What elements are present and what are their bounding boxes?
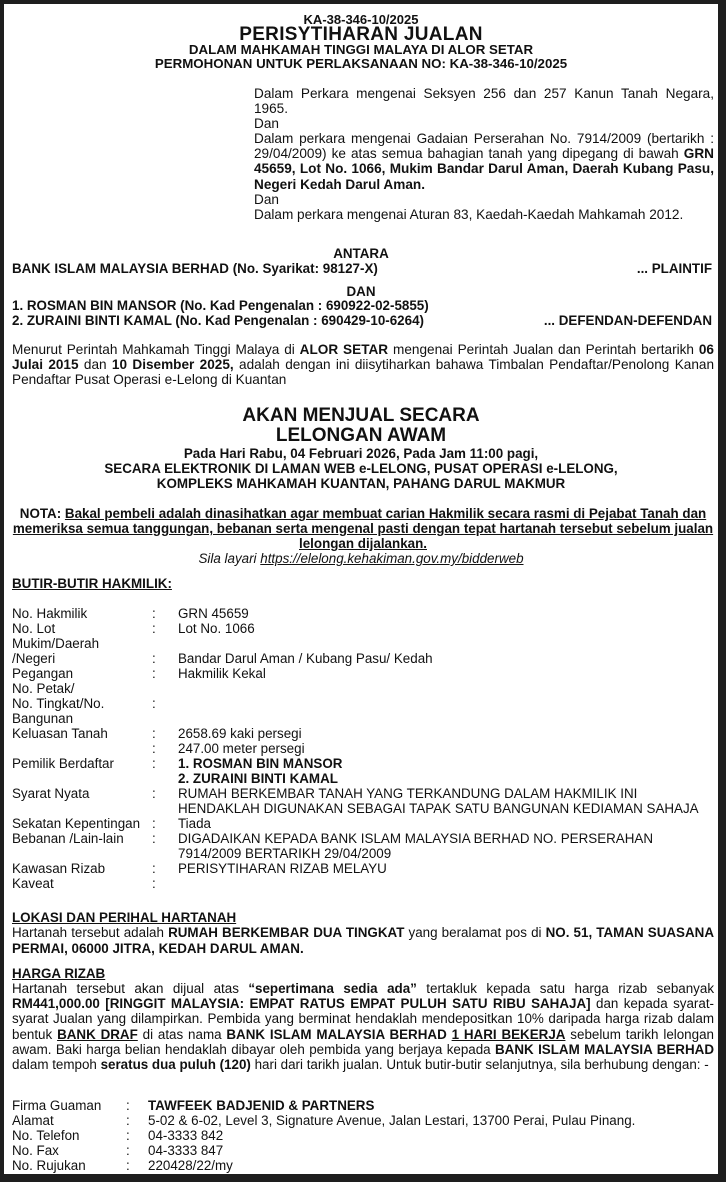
row-label: Kaveat — [12, 876, 54, 891]
row-label — [12, 771, 152, 786]
row-colon — [152, 771, 178, 786]
row-value — [178, 696, 718, 711]
rp-period: seratus dua puluh (120) — [100, 1057, 251, 1073]
location-text: Hartanah tersebut adalah — [12, 925, 169, 940]
row-colon: : — [152, 831, 156, 846]
defendant-1: 1. ROSMAN BIN MANSOR (No. Kad Pengenalan : 690922-02-5855) — [12, 298, 429, 313]
matters-block — [254, 86, 714, 222]
title-detail-row — [12, 606, 718, 621]
matter-2 — [254, 131, 714, 191]
application-number: PERMOHONAN UNTUK PERLAKSANAAN NO: KA-38-346-10/2025 — [154, 56, 568, 71]
matter-2-bold: GRN 45659, Lot No. 1066, Mukim Bandar Darul Aman, Daerah Kubang Pasu, Negeri Kedah Darul Aman. — [254, 146, 714, 192]
rp-text: tertakluk kepada satu harga rizab sebanyak — [416, 981, 715, 996]
row-colon: : — [126, 1158, 130, 1173]
contact-row — [12, 1143, 718, 1158]
row-value: Bandar Darul Aman / Kubang Pasu/ Kedah — [178, 651, 433, 666]
row-colon: : — [152, 696, 156, 711]
title-details-table — [12, 606, 718, 891]
title-detail-row — [12, 696, 718, 711]
row-label — [12, 846, 152, 861]
row-value: 1. ROSMAN BIN MANSOR — [178, 756, 343, 771]
title-detail-row — [12, 651, 718, 666]
rp-text: dan kepada syarat-syarat Jualan yang dilampirkan. Pembida yang berminat hendaklah mendepositkan 10% daripada harga rizab dalam bentuk — [12, 996, 714, 1042]
row-label: Mukim/Daerah — [12, 636, 100, 651]
order-text: adalah dengan ini diisytiharkan bahawa Timbalan Pendaftar/Penolong Kanan Pendaftar Pusat Operasi e-Lelong di Kuantan — [12, 357, 715, 387]
row-value: Tiada — [178, 816, 211, 831]
elelong-link[interactable]: https://elelong.kehakiman.gov.my/bidderweb — [260, 551, 524, 566]
title-detail-row — [12, 786, 718, 801]
matter-1: Dalam Perkara mengenai Seksyen 256 dan 257 Kanun Tanah Negara, 1965. — [254, 86, 714, 117]
row-colon: : — [152, 621, 156, 636]
row-value: 2. ZURAINI BINTI KAMAL — [178, 771, 338, 786]
contact-row — [12, 1113, 718, 1128]
row-colon: : — [126, 1098, 130, 1113]
row-colon: : — [152, 726, 156, 741]
row-value: PERISYTIHARAN RIZAB MELAYU — [178, 861, 387, 876]
matter-2-text: Dalam perkara mengenai Gadaian Perserahan No. 7914/2009 (bertarikh : 29/04/2009) ke atas semua bahagian tanah yang dipegang di bawah — [254, 131, 714, 162]
visit-prefix: Sila layari — [198, 551, 261, 566]
rp-text: hari dari tarikh jualan. Untuk butir-butir selanjutnya, sila berhubung dengan: - — [250, 1057, 709, 1073]
sale-venue-line-1: SECARA ELEKTRONIK DI LAMAN WEB e-LELONG, PUSAT OPERASI e-LELONG, — [104, 461, 618, 476]
row-value: HENDAKLAH DIGUNAKAN SEBAGAI TAPAK SATU BANGUNAN KEDIAMAN SAHAJA — [178, 801, 699, 816]
title-detail-row — [12, 876, 718, 891]
row-value: 5-02 & 6-02, Level 3, Signature Avenue, Jalan Lestari, 13700 Perai, Pulau Pinang. — [148, 1113, 636, 1128]
contact-row — [12, 1158, 718, 1173]
rp-bank-name: BANK ISLAM MALAYSIA BERHAD — [495, 1041, 714, 1057]
row-value: 2658.69 kaki persegi — [178, 726, 302, 741]
row-label: Bangunan — [12, 711, 74, 726]
row-colon: : — [152, 666, 156, 681]
court-order-paragraph — [12, 342, 714, 387]
row-value: TAWFEEK BADJENID & PARTNERS — [148, 1098, 375, 1113]
reserve-price-paragraph — [12, 981, 714, 1072]
row-label: No. Tingkat/No. — [12, 696, 105, 711]
sale-date: Pada Hari Rabu, 04 Februari 2026, Pada Jam 11:00 pagi, — [183, 446, 539, 461]
matter-and-2: Dan — [254, 191, 279, 207]
order-text: dan — [78, 357, 112, 372]
row-value: RUMAH BERKEMBAR TANAH YANG TERKANDUNG DALAM HAKMILIK INI — [178, 786, 638, 801]
contact-table — [12, 1098, 718, 1173]
rp-text: di atas nama — [137, 1026, 227, 1042]
title-detail-row — [12, 771, 718, 786]
row-label: No. Telefon — [12, 1128, 80, 1143]
defendant-2: 2. ZURAINI BINTI KAMAL (No. Kad Pengenalan : 690429-10-6264) — [12, 313, 424, 328]
order-bold: 06 Julai 2015 — [12, 342, 714, 372]
notice-title: PERISYTIHARAN JUALAN — [239, 24, 483, 45]
row-value: 247.00 meter persegi — [178, 741, 305, 756]
location-address: NO. 51, TAMAN SUASANA PERMAI, 06000 JITRA, KEDAH DARUL AMAN. — [12, 925, 715, 956]
and-label: DAN — [346, 284, 376, 299]
order-text: Menurut Perintah Mahkamah Tinggi Malaya di — [12, 342, 300, 357]
note-paragraph — [12, 506, 714, 551]
row-label: Pegangan — [12, 666, 74, 681]
row-colon: : — [126, 1143, 130, 1158]
row-colon: : — [126, 1128, 130, 1143]
order-text: mengenai Perintah Jualan dan Perintah bertarikh — [388, 342, 699, 357]
row-value: 220428/22/my — [148, 1158, 233, 1173]
title-detail-row — [12, 861, 718, 876]
rp-working-day: 1 HARI BEKERJA — [451, 1026, 566, 1042]
plaintiff-role: ... PLAINTIF — [636, 261, 712, 276]
location-heading: LOKASI DAN PERIHAL HARTANAH — [12, 910, 237, 925]
row-label: Bebanan /Lain-lain — [12, 831, 124, 846]
row-value: 04-3333 842 — [148, 1128, 224, 1143]
sale-heading-2: LELONGAN AWAM — [275, 425, 447, 446]
visit-line — [4, 551, 718, 566]
auction-notice — [4, 4, 718, 1174]
rp-bold: “sepertimana sedia ada” — [248, 981, 417, 996]
title-detail-row — [12, 846, 718, 861]
plaintiff-name: BANK ISLAM MALAYSIA BERHAD (No. Syarikat: 98127-X) — [12, 261, 378, 276]
row-label: No. Fax — [12, 1143, 59, 1158]
reserve-price-heading: HARGA RIZAB — [12, 966, 106, 981]
row-label: Syarat Nyata — [12, 786, 90, 801]
row-label: Sekatan Kepentingan — [12, 816, 141, 831]
location-text: yang beralamat pos di — [404, 925, 546, 940]
title-detail-row — [12, 831, 718, 846]
row-colon: : — [152, 876, 156, 891]
row-colon: : — [152, 741, 156, 756]
row-label: Alamat — [12, 1113, 54, 1128]
row-colon: : — [126, 1113, 130, 1128]
row-value — [178, 636, 718, 651]
note-text: Bakal pembeli adalah dinasihatkan agar membuat carian Hakmilik secara rasmi di Pejabat Tanah dan memeriksa semua tanggungan, bebanan serta mengenal pasti dengan tepat hartanah tersebut sebelum jualan lelongan dijalankan. — [12, 506, 714, 551]
defendant-2-row — [12, 313, 712, 328]
row-label — [12, 741, 152, 756]
row-colon: : — [152, 651, 156, 666]
rp-text: sebelum tarikh lelongan awam. Baki harga belian hendaklah dibayar oleh pembida yang berjaya kepada — [12, 1026, 714, 1057]
rp-text: dalam tempoh — [12, 1057, 101, 1073]
row-colon: : — [152, 786, 156, 801]
row-label: Firma Guaman — [12, 1098, 102, 1113]
row-value: Lot No. 1066 — [178, 621, 255, 636]
between-label: ANTARA — [333, 246, 389, 261]
row-value: 7914/2009 BERTARIKH 29/04/2009 — [178, 846, 392, 861]
contact-row — [12, 1128, 718, 1143]
row-label: No. Lot — [12, 621, 56, 636]
row-value: Hakmilik Kekal — [178, 666, 266, 681]
row-label: No. Rujukan — [12, 1158, 86, 1173]
rp-text: Hartanah tersebut akan dijual atas — [12, 981, 249, 996]
row-colon — [152, 636, 178, 651]
rp-bank-name: BANK ISLAM MALAYSIA BERHAD — [226, 1026, 447, 1042]
location-bold: RUMAH BERKEMBAR DUA TINGKAT — [168, 925, 405, 940]
title-detail-row — [12, 756, 718, 771]
row-label: No. Petak/ — [12, 681, 75, 696]
row-value — [178, 876, 718, 891]
row-colon — [152, 681, 178, 696]
location-paragraph — [12, 925, 714, 956]
court-name: DALAM MAHKAMAH TINGGI MALAYA DI ALOR SETAR — [188, 42, 534, 57]
order-bold: ALOR SETAR — [299, 342, 389, 357]
title-detail-row — [12, 621, 718, 636]
row-colon: : — [152, 861, 156, 876]
title-detail-row — [12, 666, 718, 681]
row-colon — [152, 846, 178, 861]
row-label: /Negeri — [12, 651, 56, 666]
title-detail-row — [12, 741, 718, 756]
plaintiff-row — [12, 261, 712, 276]
row-value — [178, 711, 718, 726]
row-value — [178, 681, 718, 696]
order-bold: 10 Disember 2025, — [111, 357, 234, 372]
matter-3: Dalam perkara mengenai Aturan 83, Kaedah-Kaedah Mahkamah 2012. — [254, 206, 684, 222]
note-label: NOTA: — [19, 506, 62, 521]
case-number: KA-38-346-10/2025 — [303, 12, 419, 27]
title-detail-row — [12, 726, 718, 741]
row-colon: : — [152, 606, 156, 621]
contact-row — [12, 1098, 718, 1113]
row-value: DIGADAIKAN KEPADA BANK ISLAM MALAYSIA BERHAD NO. PERSERAHAN — [178, 831, 654, 846]
row-value: 04-3333 847 — [148, 1143, 224, 1158]
row-colon: : — [152, 756, 156, 771]
defendant-role: ... DEFENDAN-DEFENDAN — [543, 313, 712, 328]
title-detail-row — [12, 711, 718, 726]
row-label — [12, 801, 152, 816]
row-colon — [152, 711, 178, 726]
title-detail-row — [12, 816, 718, 831]
matter-and-1: Dan — [254, 116, 279, 132]
row-label: Pemilik Berdaftar — [12, 756, 114, 771]
title-details-heading: BUTIR-BUTIR HAKMILIK: — [12, 576, 172, 591]
title-detail-row — [12, 636, 718, 651]
row-colon — [152, 801, 178, 816]
row-label: Kawasan Rizab — [12, 861, 106, 876]
title-detail-row — [12, 681, 718, 696]
row-value: GRN 45659 — [178, 606, 249, 621]
row-colon: : — [152, 816, 156, 831]
sale-heading-1: AKAN MENJUAL SECARA — [242, 405, 480, 426]
sale-venue-line-2: KOMPLEKS MAHKAMAH KUANTAN, PAHANG DARUL MAKMUR — [156, 476, 566, 491]
rp-amount: RM441,000.00 [RINGGIT MALAYSIA: EMPAT RATUS EMPAT PULUH SATU RIBU SAHAJA] — [12, 996, 591, 1012]
rp-bank-draft: BANK DRAF — [57, 1026, 138, 1042]
row-label: No. Hakmilik — [12, 606, 88, 621]
title-detail-row — [12, 801, 718, 816]
row-label: Keluasan Tanah — [12, 726, 108, 741]
